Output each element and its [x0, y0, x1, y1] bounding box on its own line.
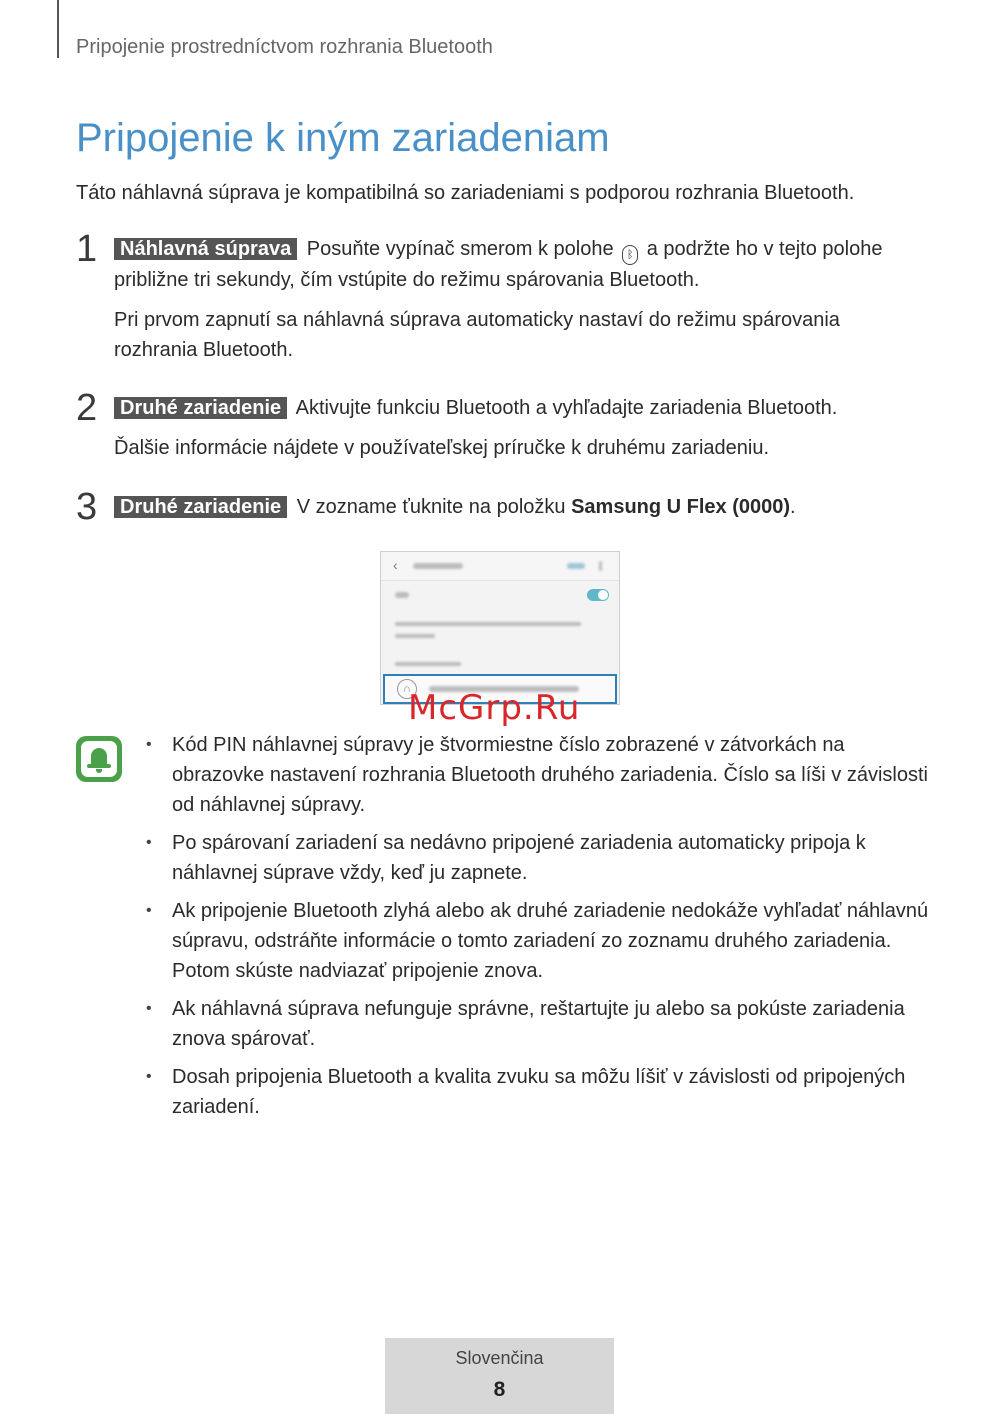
list-item: • Dosah pripojenia Bluetooth a kvalita zvuku sa môžu líšiť v závislosti od pripojených zariadení. [146, 1062, 936, 1122]
step-text: V zozname ťuknite na položku [296, 496, 566, 518]
notes-list [146, 730, 936, 1130]
page-number: 8 [493, 1378, 506, 1401]
header-rule [57, 0, 59, 58]
running-header: Pripojenie prostredníctvom rozhrania Bluetooth [76, 36, 493, 58]
footer-language: Slovenčina [455, 1348, 544, 1368]
step-body [114, 393, 914, 463]
list-item: • Ak náhlavná súprava nefunguje správne, reštartujte ju alebo sa pokúste zariadenia znova spárovať. [146, 994, 936, 1054]
blurred-text [395, 592, 409, 598]
headphones-icon: ∩ [397, 679, 417, 699]
blurred-text [413, 563, 463, 569]
step-number: 2 [76, 387, 98, 429]
step-number: 1 [76, 228, 98, 270]
step-body [114, 492, 914, 522]
step-text-cont: a podržte ho v tejto polohe približne tri sekundy, čím vstúpite do režimu spárovania Bluetooth. [114, 238, 883, 291]
list-item: • Ak pripojenie Bluetooth zlyhá alebo ak druhé zariadenie nedokáže vyhľadať náhlavnú súpravu, odstráňte informácie o tomto zariadení zo zoznamu druhého zariadenia. Potom skúste nadviazať pripojenie znova. [146, 896, 936, 986]
screenshot-header-bar [381, 552, 619, 581]
notification-bell-icon [76, 736, 122, 782]
blurred-text [395, 634, 435, 638]
blurred-text [395, 662, 461, 666]
step-tag: Druhé zariadenie [114, 496, 287, 518]
step-number: 3 [76, 486, 98, 528]
step-tag: Náhlavná súprava [114, 238, 297, 260]
step-note: Ďalšie informácie nájdete v používateľskej príručke k druhému zariadeniu. [114, 437, 770, 459]
bluetooth-toggle [587, 589, 609, 601]
blurred-text [567, 563, 585, 569]
step-text: Aktivujte funkciu Bluetooth a vyhľadajte zariadenia Bluetooth. [295, 397, 838, 419]
bluetooth-icon: ᛒ [622, 245, 638, 265]
list-item: • Kód PIN náhlavnej súpravy je štvormiestne číslo zobrazené v zátvorkách na obrazovke nastavení rozhrania Bluetooth druhého zariadenia. Číslo sa líši v závislosti od náhlavnej súpravy. [146, 730, 936, 820]
step-note: Pri prvom zapnutí sa náhlavná súprava automaticky nastaví do režimu spárovania rozhrania Bluetooth. [114, 309, 840, 361]
more-options-icon [599, 561, 602, 571]
bluetooth-settings-screenshot [380, 551, 620, 705]
intro-text: Táto náhlavná súprava je kompatibilná so zariadeniami s podporou rozhrania Bluetooth. [76, 182, 855, 204]
list-item: • Po spárovaní zariadení sa nedávno pripojené zariadenia automaticky pripoja k náhlavnej súprave vždy, keď ju zapnete. [146, 828, 936, 888]
step-text: Posuňte vypínač smerom k polohe [306, 238, 614, 260]
device-name: Samsung U Flex (0000) [571, 496, 791, 518]
page-footer [385, 1338, 614, 1414]
watermark: McGrp.Ru [408, 688, 581, 728]
back-arrow-icon: ‹ [393, 557, 398, 573]
blurred-text [395, 622, 581, 626]
step-tag: Druhé zariadenie [114, 397, 287, 419]
step-body [114, 234, 914, 365]
page-title: Pripojenie k iným zariadeniam [76, 116, 610, 160]
step-text-end: . [790, 496, 796, 518]
